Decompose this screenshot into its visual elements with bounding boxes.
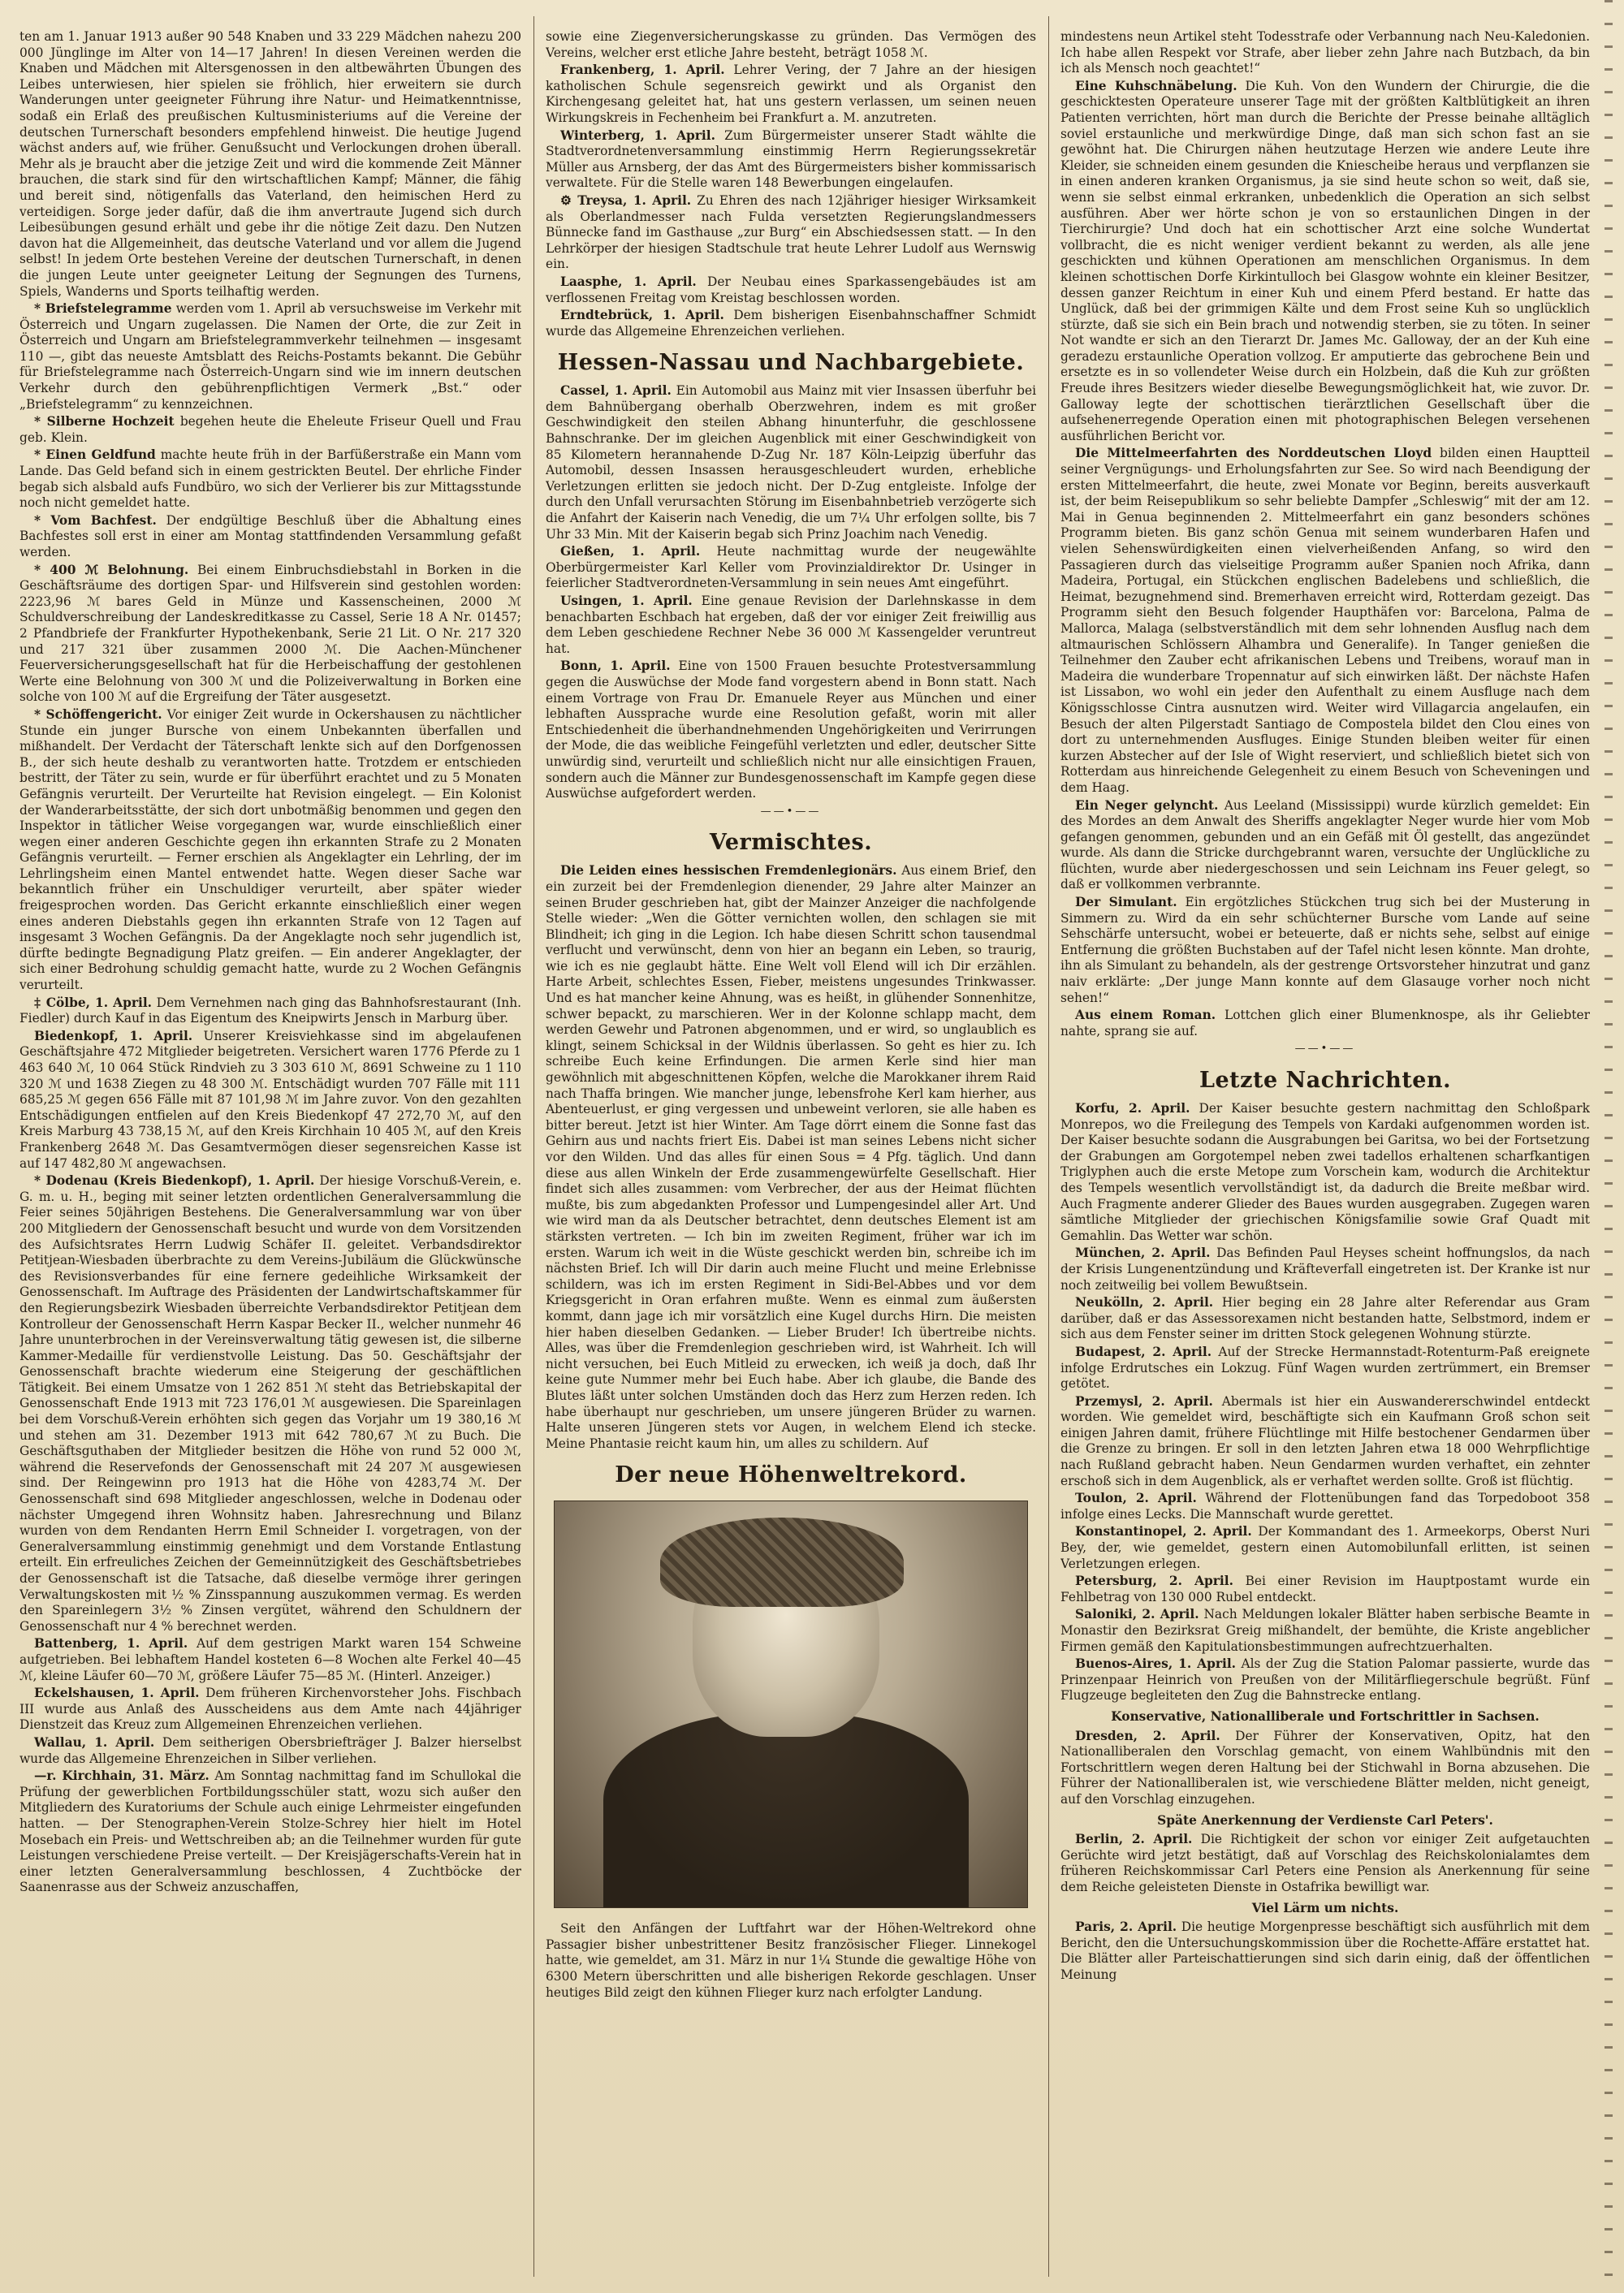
article-paragraph bbox=[19, 1029, 521, 1172]
article-text: Konservative, Nationalliberale und Fortschrittler in Sachsen. bbox=[1111, 1708, 1540, 1724]
article-text: Dem früheren Kirchenvorsteher Johs. Fischbach III wurde aus Anlaß des Ausscheidens aus dem Amte nach 44jähriger Dienstzeit das Kreuz zum Allgemeinen Ehrenzeichen verliehen. bbox=[19, 1686, 521, 1733]
article-text: begehen heute die Eheleute Friseur Quell und Frau geb. Klein. bbox=[19, 414, 521, 445]
article-text: Das Befinden Paul Heyses scheint hoffnungslos, da nach der Krisis Lungenentzündung und Kräfteverfall eingetreten ist. Der Kranke ist nur noch zeitweilig bei vollem Bewußtsein. bbox=[1060, 1246, 1590, 1293]
article-paragraph bbox=[546, 1921, 1036, 2001]
article-text: Abermals ist hier ein Auswandererschwindel entdeckt worden. Wie gemeldet wird, beschäftigte sich ein Kaufmann Groß schon seit einigen Jahren damit, frühere Flüchtlinge mit Hilfe bestochener Gendarmen über die Grenze zu bringen. Er soll in den letzten Jahren etwa 18 000 Wehrpflichtige nach Rußland gebracht haben. Neun Gendarmen wurden verhaftet, ein zehnter erschoß sich in dem Augenblick, als er verhaftet werden sollte. Groß ist flüchtig. bbox=[1060, 1393, 1590, 1488]
article-text: Späte Anerkennung der Verdienste Carl Peters'. bbox=[1157, 1812, 1493, 1828]
article-paragraph bbox=[1060, 1832, 1590, 1895]
article-text: Dem Vernehmen nach ging das Bahnhofsrestaurant (Inh. Fiedler) durch Kauf in das Eigentum des Kneipwirts Jensch in Marburg über. bbox=[19, 995, 521, 1026]
hessen-nassau-news bbox=[546, 383, 1036, 801]
article-paragraph bbox=[19, 1735, 521, 1767]
article-text: Der Führer der Konservativen, Opitz, hat den Nationalliberalen den Vorschlag gemacht, von einem Wahlbündnis mit den Fortschrittlern wegen deren Haltung bei der Stichwahl in Borna abzusehen. Die Führer der Nationalliberalen ist, wie verschiedene Blätter melden, nicht geneigt, auf den Vorschlag einzugehen. bbox=[1060, 1728, 1590, 1807]
article-paragraph bbox=[1060, 1295, 1590, 1343]
section-ornament: ——•—— bbox=[1294, 1043, 1356, 1056]
article-dateline: Budapest, 2. April. bbox=[1075, 1344, 1212, 1359]
column-rule bbox=[1048, 16, 1049, 2277]
article-dateline: Wallau, 1. April. bbox=[34, 1734, 155, 1750]
article-dateline: Ein Neger gelyncht. bbox=[1075, 797, 1219, 813]
article-text: bilden einen Hauptteil seiner Vergnügungs- und Erholungsfahrten zur See. So wird nach Beendigung der ersten Mittelmeerfahrt, die heute, zwei Monate vor Beginn, bereits ausverkauft ist, der beim Reisepublikum so sehr beliebte Dampfer „Schleswig“ mit der am 12. Mai in Genua beginnenden 2. Mittelmeerfahrt ein ganz besonders schönes Programm bieten. Bis ganz schön Genua mit seinem wunderbaren Hafen und vielen Sehenswürdigkeiten einen vielverheißenden Anfang, so wird den Passagieren durch das vielseitige Programm außer Spanien noch Afrika, dann Madeira, Portugal, ein Stückchen englischen Badelebens und schließlich, die Heimat, bezugnehmend sind. Bremerhaven erreicht wird, Rotterdam gezeigt. Das Programm sieht den Besuch folgender Haupthäfen vor: Barcelona, Palma de Mallorca, Malaga (selbstverständlich mit dem sehr lohnenden Ausflug nach dem altmaurischen Schlössern Alhambra und Generalife). In Tanger genießen die Teilnehmer den Zauber echt afrikanischen Lebens und Treibens, worauf man in Madeira die wunderbare Tropennatur auf sich einwirken läßt. Der nächste Hafen ist Lissabon, wo wohl ein jeder den Aufenthalt zu einem Ausfluge nach dem Königsschlosse Cintra ausnutzen wird. Weiter wird Villagarcia angelaufen, ein Besuch der alten Pilgerstadt Santiago de Compostela bildet den Clou eines von dort zu unternehmenden Ausfluges. Einige Stunden bleiben weiter für einen kurzen Abstecher auf der Isle of Wight reserviert, und schließlich bietet sich von Rotterdam aus hinreichende Gelegenheit zu einem Besuch von Scheveningen und dem Haag. bbox=[1060, 446, 1590, 795]
article-dateline: München, 2. April. bbox=[1075, 1246, 1211, 1261]
article-text: Die Richtigkeit der schon vor einiger Zeit aufgetauchten Gerüchte wird jetzt bestätigt, daß auf Vorschlag des Reichskolonialamtes dem früheren Reichskommissar Carl Peters eine Pension als Anerkennung für seine dem Reiche geleisteten Dienste in Ostafrika bewilligt war. bbox=[1060, 1832, 1590, 1894]
article-dateline: Neukölln, 2. April. bbox=[1075, 1295, 1214, 1311]
article-text: Ein ergötzliches Stückchen trug sich bei der Musterung in Simmern zu. Wird da ein sehr schüchterner Bursche vom Lande auf seine Sehschärfe untersucht, wobei er beteuerte, daß er nichts sehe, selbst auf einige Entfernung die größten Buchstaben auf der Tafel nicht lesen könnte. Man drohte, ihn als Simulant zu behandeln, als der gestrenge Ortsvorsteher hinzutrat und ganz naiv erklärte: „Der junge Mann konnte auf dem Glasauge vorher noch nicht sehen!“ bbox=[1060, 895, 1590, 1005]
article-dateline: Dresden, 2. April. bbox=[1075, 1728, 1220, 1743]
article-paragraph bbox=[1060, 1491, 1590, 1522]
section-heading-hessen: Hessen-Nassau und Nachbargebiete. bbox=[557, 350, 1025, 376]
article-text: Der Kaiser besuchte gestern nachmittag den Schloßpark Monrepos, wo die Freilegung des Tempels von Kardaki aufgenommen worden ist. Der Kaiser besuchte sodann die Ausgrabungen bei Garitsa, wo bei der Fortsetzung der Grabungen am Gorgotempel neben zwei tadellos erhaltenen scharfkantigen Triglyphen auch die erste Metope zum Vorschein kam, wodurch die Architektur des Tempels wesentlich vervollständigt ist, da dadurch die Breite meßbar wird. Auch Fragmente anderer Glieder des Baues wurden ausgegraben. Zugegen waren sämtliche Mitglieder der griechischen Königsfamilie sowie Graf Quadt mit Gemahlin. Das Wetter war schön. bbox=[1060, 1101, 1590, 1243]
article-paragraph bbox=[1060, 1524, 1590, 1572]
article-paragraph bbox=[1060, 29, 1590, 77]
section-heading-letzte: Letzte Nachrichten. bbox=[1199, 1068, 1451, 1093]
article-text: Dem bisherigen Eisenbahnschaffner Schmidt wurde das Allgemeine Ehrenzeichen verliehen. bbox=[546, 308, 1036, 339]
article-text: sowie eine Ziegenversicherungskasse zu gründen. Das Vermögen des Vereins, welcher erst etliche Jahre besteht, beträgt 1058 ℳ. bbox=[546, 29, 1036, 60]
article-dateline: * 400 ℳ Belohnung. bbox=[34, 562, 189, 577]
article-paragraph bbox=[1060, 1246, 1590, 1293]
article-paragraph bbox=[546, 659, 1036, 801]
article-text: Auf dem gestrigen Markt waren 154 Schweine aufgetrieben. Bei lebhaftem Handel kosteten 6—8 Wochen alte Ferkel 40—45 ℳ, kleine Läufer 60—70 ℳ, größere Läufer 75—85 ℳ. (Hinterl. Anzeiger.) bbox=[19, 1636, 521, 1683]
article-dateline: Petersburg, 2. April. bbox=[1075, 1574, 1233, 1589]
article-text: Der hiesige Vorschuß-Verein, e. G. m. u. H., beging mit seiner letzten ordentlichen Generalversammlung die Feier seines 50jährigen Bestehens. Die Generalversammlung war von über 200 Mitgliedern der Genossenschaft besucht und wurde von dem Vorsitzenden des Aufsichtsrates Herrn Ludwig Schäfer II. geleitet. Verbandsdirektor Petitjean-Wiesbaden überbrachte zu dem Vereins-Jubiläum die Glückwünsche des Revisionsverbandes für eine fernere gedeihliche Wirksamkeit der Genossenschaft. Im Auftrage des Präsidenten der Landwirtschaftskammer für den Regierungsbezirk Wiesbaden überreichte Verbandsdirektor Petitjean dem Kontrolleur der Genossenschaft Herrn Kaspar Becker II., welcher nunmehr 46 Jahre ununterbrochen in der Vereinsverwaltung tätig gewesen ist, die silberne Kammer-Medaille für verdienstvolle Leistung. Das 50. Geschäftsjahr der Genossenschaft brachte wiederum eine Steigerung der geschäftlichen Tätigkeit. Bei einem Umsatze von 1 262 851 ℳ steht das Betriebskapital der Genossenschaft Ende 1913 mit 723 176,01 ℳ ausgewiesen. Die Spareinlagen bei dem Vorschuß-Verein erhöhten sich gegen das Vorjahr um 19 380,16 ℳ und stehen am 31. Dezember 1913 mit 642 780,67 ℳ zu Buch. Die Geschäftsguthaben der Mitglieder besitzen die Höhe von rund 52 000 ℳ, während die Reservefonds der Genossenschaft mit 24 207 ℳ ausgewiesen sind. Der Reingewinn pro 1913 hat die Höhe von 4283,74 ℳ. Der Genossenschaft sind 698 Mitglieder angeschlossen, welche in Dodenau oder nächster Umgegend ihren Wohnsitz haben. Jahresrechnung und Bilanz wurden von dem Rendanten Herrn Emil Schneider I. vorgetragen, von der Generalversammlung einstimmig genehmigt und dem Vorstande Entlastung erteilt. Ein erfreuliches Zeichen der Gemeinnützigkeit des Geschäftsbetriebes der Genossenschaft ist die Tatsache, daß dieselbe vermöge ihrer geringen Verwaltungskosten mit ½ % Zinsspannung auszukommen vermag. Es werden den Spareinlegern 3½ % Zinsen vergütet, während den Schuldnern der Genossenschaft nur 4 % berechnet werden. bbox=[19, 1173, 521, 1634]
article-paragraph bbox=[1060, 79, 1590, 445]
column-rule bbox=[533, 16, 534, 2277]
article-text: Der Neubau eines Sparkassengebäudes ist am verflossenen Freitag vom Kreistag beschlossen worden. bbox=[546, 274, 1036, 305]
article-text: Am Sonntag nachmittag fand im Schullokal die Prüfung der gewerblichen Fortbildungsschüler statt, wozu sich außer den Mitgliedern des Kuratoriums der Schule auch einige Lehrmeister eingefunden hatten. — Der Stenographen-Verein Stolze-Schrey hier hielt im Hotel Mosebach ein Preis- und Wettschreiben ab; an die Teilnehmer wurden für gute Leistungen verschiedene Preise verteilt. — Der Kreisjägerschafts-Verein hat in einer letzten Generalversammlung beschlossen, 4 Zuchtböcke der Saanenrasse aus der Schweiz anzuschaffen, bbox=[19, 1768, 521, 1895]
article-paragraph bbox=[546, 128, 1036, 192]
article-dateline: Eine Kuhschnäbelung. bbox=[1075, 78, 1237, 93]
article-paragraph bbox=[19, 513, 521, 561]
article-dateline: Der Simulant. bbox=[1075, 895, 1177, 910]
article-paragraph bbox=[1060, 1709, 1590, 1725]
page-edge bbox=[1605, 0, 1613, 2293]
article-paragraph bbox=[1060, 798, 1590, 894]
article-text: Viel Lärm um nichts. bbox=[1251, 1900, 1399, 1915]
article-paragraph bbox=[1060, 1656, 1590, 1704]
article-text: Eine genaue Revision der Darlehnskasse in dem benachbarten Eschbach hat ergeben, daß der vor einiger Zeit freiwillig aus dem Leben geschiedene Rechner Nebe 36 000 ℳ Kassengelder veruntreut hat. bbox=[546, 594, 1036, 656]
article-dateline: —r. Kirchhain, 31. März. bbox=[34, 1768, 209, 1784]
article-dateline: Die Mittelmeerfahrten des Norddeutschen Lloyd bbox=[1075, 446, 1432, 461]
article-paragraph bbox=[19, 1636, 521, 1684]
article-paragraph bbox=[1060, 1813, 1590, 1829]
article-dateline: ⚙ Treysa, 1. April. bbox=[560, 192, 692, 208]
article-paragraph bbox=[19, 563, 521, 706]
article-paragraph bbox=[19, 707, 521, 994]
article-paragraph bbox=[1060, 895, 1590, 1006]
article-dateline: * Vom Bachfest. bbox=[34, 512, 157, 528]
article-dateline: Battenberg, 1. April. bbox=[34, 1636, 188, 1652]
article-dateline: Toulon, 2. April. bbox=[1075, 1491, 1197, 1506]
article-text: Lehrer Vering, der 7 Jahre an der hiesigen katholischen Schule segensreich gewirkt und als Organist den Kirchengesang geleitet hat, hat uns gestern verlassen, um seinen neuen Wirkungskreis in Fechenheim bei Frankfurt a. M. anzutreten. bbox=[546, 63, 1036, 125]
article-dateline: Frankenberg, 1. April. bbox=[560, 63, 725, 78]
article-dateline: Usingen, 1. April. bbox=[560, 594, 693, 608]
column-2 bbox=[546, 29, 1036, 2274]
photo-caption-text bbox=[546, 1921, 1036, 2001]
article-text: Der Kommandant des 1. Armeekorps, Oberst Nuri Bey, der, wie gemeldet, gestern einen Automobilunfall erlitten, ist seinen Verletzungen erlegen. bbox=[1060, 1524, 1590, 1571]
local-news-continued bbox=[546, 29, 1036, 339]
article-dateline: Erndtebrück, 1. April. bbox=[560, 308, 724, 323]
article-text: Aus Leeland (Mississippi) wurde kürzlich gemeldet: Ein des Mordes an dem Anwalt des Sheriffs angeklagter Neger wurde hier vom Mob gefangen genommen, gebunden und an ein Gefäß mit Öl gestellt, das angezündet wurde. Als dann die Stricke durchgebrannt waren, versuchte der Unglückliche zu flüchten, wurde aber niedergeschossen und sein Leichnam ins Feuer gelegt, so daß er vollkommen verbrannte. bbox=[1060, 797, 1590, 892]
article-dateline: ‡ Cölbe, 1. April. bbox=[34, 995, 153, 1010]
article-text: Zu Ehren des nach 12jähriger hiesiger Wirksamkeit als Oberlandmesser nach Fulda versetzten Regierungslandmessers Bünnecke fand im Gasthause „zur Burg“ ein Abschiedsessen statt. — In den Lehrkörper der hiesigen Stadtschule trat heute Lehrer Ludolf aus Wernswig ein. bbox=[546, 192, 1036, 272]
article-text: Der endgültige Beschluß über die Abhaltung eines Bachfestes soll erst in einer am Montag stattfindenden Versammlung gefaßt werden. bbox=[19, 512, 521, 559]
article-paragraph bbox=[546, 383, 1036, 542]
article-paragraph bbox=[1060, 1008, 1590, 1039]
article-paragraph bbox=[546, 274, 1036, 306]
article-paragraph bbox=[546, 594, 1036, 657]
article-text: Zum Bürgermeister unserer Stadt wählte die Stadtverordnetenversammlung einstimmig Herrn Regierungssekretär Müller aus Arnsberg, der das Amt des Bürgermeisters bisher kommissarisch verwaltete. Für die Stelle waren 148 Bewerbungen eingelaufen. bbox=[546, 127, 1036, 191]
article-dateline: Buenos-Aires, 1. April. bbox=[1075, 1656, 1237, 1672]
article-text: Die Kuh. Von den Wundern der Chirurgie, die die geschicktesten Operateure unserer Tage mit der größten Kaltblütigkeit an ihren Patienten verrichten, hört man durch die Berichte der Presse beinahe alltäglich soviel erstaunliche und merkwürdige Dinge, daß man sich schon fast an sie gewöhnt hat. Die Chirurgen nähen heutzutage Herzen wie andere Leute ihre Kleider, sie schneiden einem gesunden die Kniescheibe heraus und verpflanzen sie in einen anderen kranken Organismus, ja sie sind heute schon so weit, daß sie, wenn sie selbst einmal erkranken, unbedenklich die Operation an sich selbst ausführen. Aber wer hörte schon je von so erstaunlichen Dingen in der Tierchirurgie? Und doch hat ein schottischer Arzt eine solche Wundertat vollbracht, die es nicht weniger verdient bekannt zu werden, als alle jene geschickten und kühnen Operationen am menschlichen Organismus. In dem kleinen schottischen Dorfe Kirkintulloch bei Glasgow wohnte ein kleiner Besitzer, dessen ganzer Reichtum in einer Kuh und einem Pferd bestand. Er hatte das Unglück, daß bei der grimmigen Kälte und dem Frost seine Kuh so unglücklich stürzte, daß sie sich ein Bein brach und notwendig sterben, sie zu töten. In seiner Not wandte er sich an den Tierarzt Dr. James Mc. Galloway, der an der Kuh eine geradezu erstaunliche Operation vollzog. Er amputierte das gebrochene Bein und ersetzte es in so vollendeter Weise durch ein Holzbein, daß die Kuh zur größten Freude ihres Besitzers wieder dieselbe Bewegungsmöglichkeit hat, wie zuvor. Dr. Galloway legte der schottischen tierärztlichen Gesellschaft über die aufsehenerregende Operation einen mit photographischen Belegen versehenen ausführlichen Bericht vor. bbox=[1060, 78, 1590, 443]
article-dateline: Cassel, 1. April. bbox=[560, 383, 672, 399]
article-dateline: Paris, 2. April. bbox=[1075, 1919, 1177, 1935]
article-text: Auf der Strecke Hermannstadt-Rotenturm-Paß ereignete infolge Erdrutsches ein Lokzug. Fünf Wagen wurden zertrümmert, ein Bremser getötet. bbox=[1060, 1344, 1590, 1392]
article-text: Bei einer Revision im Hauptpostamt wurde ein Fehlbetrag von 130 000 Rubel entdeckt. bbox=[1060, 1574, 1590, 1604]
article-dateline: Przemysl, 2. April. bbox=[1075, 1393, 1213, 1409]
article-dateline: Gießen, 1. April. bbox=[560, 544, 701, 559]
aviator-photo bbox=[554, 1501, 1028, 1908]
photo-heading: Der neue Höhenweltrekord. bbox=[615, 1462, 967, 1488]
article-text: Seit den Anfängen der Luftfahrt war der Höhen-Weltrekord ohne Passagier bisher unbestrittener Besitz französischer Flieger. Linnekogel hatte, wie gemeldet, am 31. März in nur 1¼ Stunde die gewaltige Höhe von 6300 Metern überschritten und alle bisherigen Rekorde geschlagen. Unser heutiges Bild zeigt den kühnen Flieger kurz nach erfolgter Landung. bbox=[546, 1921, 1036, 2000]
article-paragraph bbox=[546, 544, 1036, 592]
article-dateline: * Briefstelegramme bbox=[34, 301, 172, 317]
article-dateline: Konstantinopel, 2. April. bbox=[1075, 1524, 1252, 1539]
article-dateline: Biedenkopf, 1. April. bbox=[34, 1028, 193, 1043]
article-paragraph bbox=[19, 414, 521, 446]
article-dateline: * Dodenau (Kreis Biedenkopf), 1. April. bbox=[34, 1173, 315, 1189]
article-dateline: Korfu, 2. April. bbox=[1075, 1101, 1190, 1116]
vermischtes-continued bbox=[1060, 29, 1590, 1039]
article-dateline: Bonn, 1. April. bbox=[560, 659, 671, 674]
article-dateline: Berlin, 2. April. bbox=[1075, 1832, 1193, 1847]
column-1 bbox=[19, 29, 521, 2274]
article-text: mindestens neun Artikel steht Todesstrafe oder Verbannung nach Neu-Kaledonien. Ich habe allen Respekt vor Strafe, aber lieber zehn Jahre nach Butzbach, da bin ich als Mensch noch geachtet!“ bbox=[1060, 29, 1590, 76]
article-text: Unserer Kreisviehkasse sind im abgelaufenen Geschäftsjahre 472 Mitglieder beigetreten. Versichert waren 1776 Pferde zu 1 463 640 ℳ, 10 064 Stück Rindvieh zu 3 303 610 ℳ, 8691 Schweine zu 1 110 320 ℳ und 1638 Ziegen zu 48 300 ℳ. Entschädigt wurden 707 Fälle mit 111 685,25 ℳ gegen 656 Fälle mit 87 101,98 ℳ im Jahre zuvor. Von den gezahlten Entschädigungen entfielen auf den Kreis Biedenkopf 47 272,70 ℳ, auf den Kreis Marburg 43 738,15 ℳ, auf den Kreis Kirchhain 10 405 ℳ, auf den Kreis Frankenberg 2648 ℳ. Das Gesamtvermögen dieser segensreichen Kasse ist auf 147 482,80 ℳ angewachsen. bbox=[19, 1028, 521, 1171]
article-dateline: Eckelshausen, 1. April. bbox=[34, 1686, 200, 1701]
article-text: Nach Meldungen lokaler Blätter haben serbische Beamte in Monastir den Bezirksrat Greig mißhandelt, der bemühte, die Kriste angeblicher Firmen gemäß den Kapitulationsbestimmungen aufrechtzuerhalten. bbox=[1060, 1607, 1590, 1654]
vermischtes-articles bbox=[546, 863, 1036, 1452]
article-paragraph bbox=[1060, 446, 1590, 796]
article-text: ten am 1. Januar 1913 außer 90 548 Knaben und 33 229 Mädchen nahezu 200 000 Jünglinge im Alter von 14—17 Jahren! In diesen Vereinen werden die Knaben und Mädchen mit Altersgenossen in den altbewährten Übungen des Leibes unterwiesen, hier spielen sie fröhlich, hier erweitern sie durch Wanderungen unter geeigneter Führung ihre Natur- und Heimatkenntnisse, sodaß ein Erlaß des preußischen Kultusministeriums auf die Vereine der deutschen Turnerschaft besonders empfehlend hinweist. Die heutige Jugend wächst anders auf, wie früher. Genußsucht und Verlockungen drohen überall. Mehr als je braucht aber die jetzige Zeit und wird die kommende Zeit Männer brauchen, die stark sind für den wirtschaftlichen Kampf; Männer, die fähig und bereit sind, nötigenfalls das Vaterland, den heimischen Herd zu verteidigen. Sorge jeder dafür, daß die ihm anvertraute Jugend sich durch Leibesübungen gesund erhält und gebe ihr die nötige Zeit dazu. Den Nutzen davon hat die Allgemeinheit, das deutsche Vaterland und vor allem die Jugend selbst! In jedem Orte bestehen Vereine der deutschen Turnerschaft, in denen die jungen Leute unter geeigneter Leitung der Segnungen des Turnens, Spiels, Wanderns und Sports teilhaftig werden. bbox=[19, 29, 521, 299]
article-dateline: * Silberne Hochzeit bbox=[34, 414, 175, 430]
article-paragraph bbox=[1060, 1919, 1590, 1983]
aviator-cap bbox=[660, 1518, 904, 1607]
article-paragraph bbox=[1060, 1901, 1590, 1917]
section-heading-vermischtes: Vermischtes. bbox=[709, 830, 873, 856]
latest-news bbox=[1060, 1101, 1590, 1983]
article-text: Als der Zug die Station Palomar passierte, wurde das Prinzenpaar Heinrich von Preußen von der Militärfliegerschule begrüßt. Fünf Flugzeuge begleiteten den Zug die Bahnstrecke entlang. bbox=[1060, 1656, 1590, 1704]
aviator-coat bbox=[603, 1712, 969, 1907]
column-3 bbox=[1060, 29, 1590, 2274]
article-text: Eine von 1500 Frauen besuchte Protestversammlung gegen die Auswüchse der Mode fand vorgestern abend in Bonn statt. Nach einem Vortrage von Frau Dr. Emanuele Reyer aus München und einer lebhaften Aussprache wurde eine Resolution gefaßt, worin mit aller Entschiedenheit die überhandnehmenden Ungehörigkeiten und Verirrungen der Mode, die das weibliche Feingefühl verletzten und edler, deutscher Sitte unwürdig sind, verurteilt und schließlich nicht nur alle einsichtigen Frauen, sondern auch die Männer zur Bundesgenossenschaft im Kampfe gegen diese Auswüchse aufgefordert werden. bbox=[546, 659, 1036, 801]
article-dateline: Winterberg, 1. April. bbox=[560, 127, 715, 143]
article-text: Dem seitherigen Obersbriefträger J. Balzer hierselbst wurde das Allgemeine Ehrenzeichen in Silber verliehen. bbox=[19, 1734, 521, 1766]
section-ornament: ——•—— bbox=[760, 805, 822, 818]
article-paragraph bbox=[1060, 1394, 1590, 1490]
article-dateline: * Einen Geldfund bbox=[34, 447, 156, 463]
article-text: Aus einem Brief, den ein zurzeit bei der Fremdenlegion dienender, 29 Jahre alter Mainzer an seinen Bruder geschrieben hat, gibt der Mainzer Anzeiger die nachfolgende Stelle wieder: „Wen die Götter vernichten wollen, den schlagen sie mit Blindheit; ich ging in die Legion. Ich habe diesen Schritt schon tausendmal verflucht und verwünscht, denn von hier an begann ein Leben, so traurig, wie ich es nie geglaubt hätte. Eine Welt voll Elend will ich Dir erzählen. Harte Arbeit, schlechtes Essen, Fieber, meistens ungesundes Trinkwasser. Und es hat mancher keine Ahnung, was es heißt, in glühender Sonnenhitze, schwer bepackt, zu marschieren. Wer in der Kolonne schlapp macht, dem werden Gewehr und Patronen abgenommen, und er wird, so unglaublich es klingt, seinem Schicksal in der Wildnis überlassen. So geht es hier zu. Ich schreibe Euch keine Erfindungen. Die armen Kerle sind hier man gewöhnlich mit abgeschnittenen Köpfen, welche die Marokkaner ihrem Raid nach Thaffa bringen. Wie mancher junge, lebensfrohe Kerl kam hierher, aus Abenteuerlust, er ging vergessen und unbeweint verloren, sie alle haben es bitter bereut. Jetzt ist hier Winter. Am Tage dörrt einem die Sonne fast das Gehirn aus und nachts friert Eis. Dabei ist man seines Lebens nicht sicher vor den Wilden. Und das alles für einen Sous = 4 Pfg. täglich. Und dann diese aus allen Winkeln der Erde zusammengewürfelte Gesellschaft. Hier findet sich alles zusammen: vom Verbrecher, der aus der Heimat flüchten mußte, bis zum abgedankten Professor und Lumpengesindel aller Art. Und wie wird man da als Deutscher betrachtet, denn deutsches Element ist am stärksten vertreten. — Ich bin im zweiten Regiment, früher war ich im ersten. Warum ich weit in die Wüste geschickt werden bin, schreibe ich im nächsten Brief. Ich will Dir darin auch meine Flucht und meine Erlebnisse schildern, was ich im ersten Regiment in Sidi-Bel-Abbes und vor dem Kriegsgericht in Oran erfahren mußte. Wenn es einmal zum äußersten kommt, dann jage ich mir vorsätzlich eine Kugel durchs Hirn. Die meisten hier haben dieselben Gedanken. — Lieber Bruder! Ich übertreibe nichts. Alles, was über die Fremdenlegion geschrieben wird, ist Wahrheit. Ich will nicht versuchen, bei Euch Mitleid zu erwecken, ich weiß ja doch, daß Ihr keine gute Nummer mehr bei Euch habe. Aber ich glaube, die Bande des Blutes läßt unter solchen Umständen doch das Herz zum Herzen reden. Ich habe überhaupt nur geschrieben, um unsere jüngeren Brüder zu warnen. Halte unseren Jüngeren stets vor Augen, in welchem Elend ich stecke. Meine Phantasie reicht kaum hin, um alles zu schildern. Auf bbox=[546, 863, 1036, 1451]
article-paragraph bbox=[546, 63, 1036, 126]
article-paragraph bbox=[19, 447, 521, 511]
article-dateline: Saloniki, 2. April. bbox=[1075, 1607, 1199, 1622]
article-paragraph bbox=[1060, 1574, 1590, 1605]
article-paragraph bbox=[19, 301, 521, 412]
article-paragraph bbox=[1060, 1101, 1590, 1244]
article-text: Ein Automobil aus Mainz mit vier Insassen überfuhr bei dem Bahnübergang oberhalb Oberzwehren, indem es mit großer Geschwindigkeit den steilen Abhang hinunterfuhr, die geschlossene Bahnschranke. Der im gleichen Augenblick mit einer Geschwindigkeit von 85 Kilometern herannahende D-Zug Nr. 187 Köln-Leipzig überfuhr das Automobil, dessen Insassen herausgeschleudert wurden, erhebliche Verletzungen erlitten sie jedoch nicht. Der D-Zug entgleiste. Infolge der durch den Unfall verursachten Störung im Eisenbahnbetrieb verzögerte sich die Anfahrt der Kaiserin nach Venedig, die um 7¼ Uhr erfolgen sollte, bis 7 Uhr 33 Min. Mit der Kaiserin begab sich Prinz Joachim nach Venedig. bbox=[546, 383, 1036, 542]
article-paragraph bbox=[19, 995, 521, 1027]
article-paragraph bbox=[19, 1173, 521, 1634]
article-paragraph bbox=[1060, 1729, 1590, 1808]
article-text: werden vom 1. April ab versuchsweise im Verkehr mit Österreich und Ungarn zugelassen. Die Namen der Orte, die zur Zeit in Österreich und Ungarn am Briefstelegrammverkehr teilnehmen — insgesamt 110 —, gibt das neueste Amtsblatt des Reichs-Postamts bekannt. Die Gebühr für Briefstelegramme nach Österreich-Ungarn sind wie im innern deutschen Verkehr durch den gebührenpflichtigen Vermerk „Bst.“ oder „Briefstelegramm“ zu kennzeichnen. bbox=[19, 301, 521, 412]
article-text: Vor einiger Zeit wurde in Ockershausen zu nächtlicher Stunde ein junger Bursche von einem Unbekannten überfallen und mißhandelt. Der Verdacht der Täterschaft lenkte sich auf den Dorfgenossen B., der sich heute deshalb zu verantworten hatte. Trotzdem er entschieden bestritt, der Täter zu sein, wurde er für überführt erachtet und zu 5 Monaten Gefängnis verurteilt. Der Verurteilte hat Revision eingelegt. — Ein Kolonist der Wanderarbeitsstätte, der sich dort unbotmäßig benommen und gegen den Inspektor in tätlicher Weise vorgegangen war, wurde einschließlich einer wegen einer anderen Geschichte gegen ihn erkannten Strafe zu 2 Monaten Gefängnis verurteilt. — Ferner erschien als Angeklagter ein Lehrling, der im Lehrlingsheim einen Mantel entwendet hatte. Wegen dieser Sache war bekanntlich früher ein Unschuldiger verurteilt, aber später wieder freigesprochen worden. Das Gericht erkannte einschließlich einer wegen eines anderen Diebstahls gegen ihn erkannten Strafe von 12 Tagen auf insgesamt 3 Wochen Gefängnis. Da der Angeklagte noch sehr jugendlich ist, dürfte bedingte Begnadigung Platz greifen. — Ein anderer Angeklagter, der sich einer Bedrohung schuldig gemacht hatte, wurde zu 2 Wochen Gefängnis verurteilt. bbox=[19, 706, 521, 993]
article-paragraph bbox=[19, 29, 521, 300]
article-dateline: Aus einem Roman. bbox=[1075, 1008, 1216, 1023]
article-paragraph bbox=[19, 1686, 521, 1734]
article-dateline: * Schöffengericht. bbox=[34, 706, 162, 722]
article-text: machte heute früh in der Barfüßerstraße ein Mann vom Lande. Das Geld befand sich in einem gestrickten Beutel. Der ehrliche Finder begab sich alsbald aufs Fundbüro, wo sich der Verlierer bis zur Mittagsstunde noch nicht gemeldet hatte. bbox=[19, 447, 521, 511]
article-text: Bei einem Einbruchsdiebstahl in Borken in die Geschäftsräume des dortigen Spar- und Hilfsverein sind gestohlen worden: 2223,96 ℳ bares Geld in Münze und Kassenscheinen, 2000 ℳ Schuldverschreibung der Landeskreditkasse zu Cassel, Serie 18 A Nr. 01457; 2 Pfandbriefe der Frankfurter Hypothekenbank, Serie 21 Lit. O Nr. 217 320 und 217 321 über zusammen 2000 ℳ. Die Aachen-Münchener Feuerversicherungsgesellschaft hat für die Herbeischaffung der gestohlenen Werte eine Belohnung von 300 ℳ und die Polizeiverwaltung in Borken eine solche von 100 ℳ auf die Ergreifung der Täter ausgesetzt. bbox=[19, 562, 521, 705]
article-paragraph bbox=[546, 193, 1036, 273]
article-dateline: Laasphe, 1. April. bbox=[560, 274, 697, 289]
article-text: Lottchen glich einer Blumenknospe, als ihr Geliebter nahte, sprang sie auf. bbox=[1060, 1008, 1590, 1039]
article-text: Während der Flottenübungen fand das Torpedoboot 358 infolge eines Lecks. Die Mannschaft wurde gerettet. bbox=[1060, 1491, 1590, 1522]
article-paragraph bbox=[19, 1768, 521, 1896]
article-paragraph bbox=[546, 863, 1036, 1452]
article-paragraph bbox=[546, 308, 1036, 339]
article-dateline: Die Leiden eines hessischen Fremdenlegionärs. bbox=[560, 863, 897, 879]
article-text: Die heutige Morgenpresse beschäftigt sich ausführlich mit dem Bericht, den die Untersuchungskommission über die Rochette-Affäre erstattet hat. Die Blätter aller Parteischattierungen sind sich darin einig, daß der öffentlichen Meinung bbox=[1060, 1919, 1590, 1982]
article-text: Hier beging ein 28 Jahre alter Referendar aus Gram darüber, daß er das Assessorexamen nicht bestanden hatte, Selbstmord, indem er sich aus dem Fenster seiner im dritten Stock gelegenen Wohnung stürzte. bbox=[1060, 1295, 1590, 1342]
article-text: Heute nachmittag wurde der neugewählte Oberbürgermeister Karl Keller vom Provinzialdirektor Dr. Usinger in feierlicher Stadtverordneten-Versammlung in sein neues Amt eingeführt. bbox=[546, 544, 1036, 591]
article-paragraph bbox=[1060, 1607, 1590, 1655]
article-paragraph bbox=[1060, 1345, 1590, 1393]
article-paragraph bbox=[546, 29, 1036, 61]
